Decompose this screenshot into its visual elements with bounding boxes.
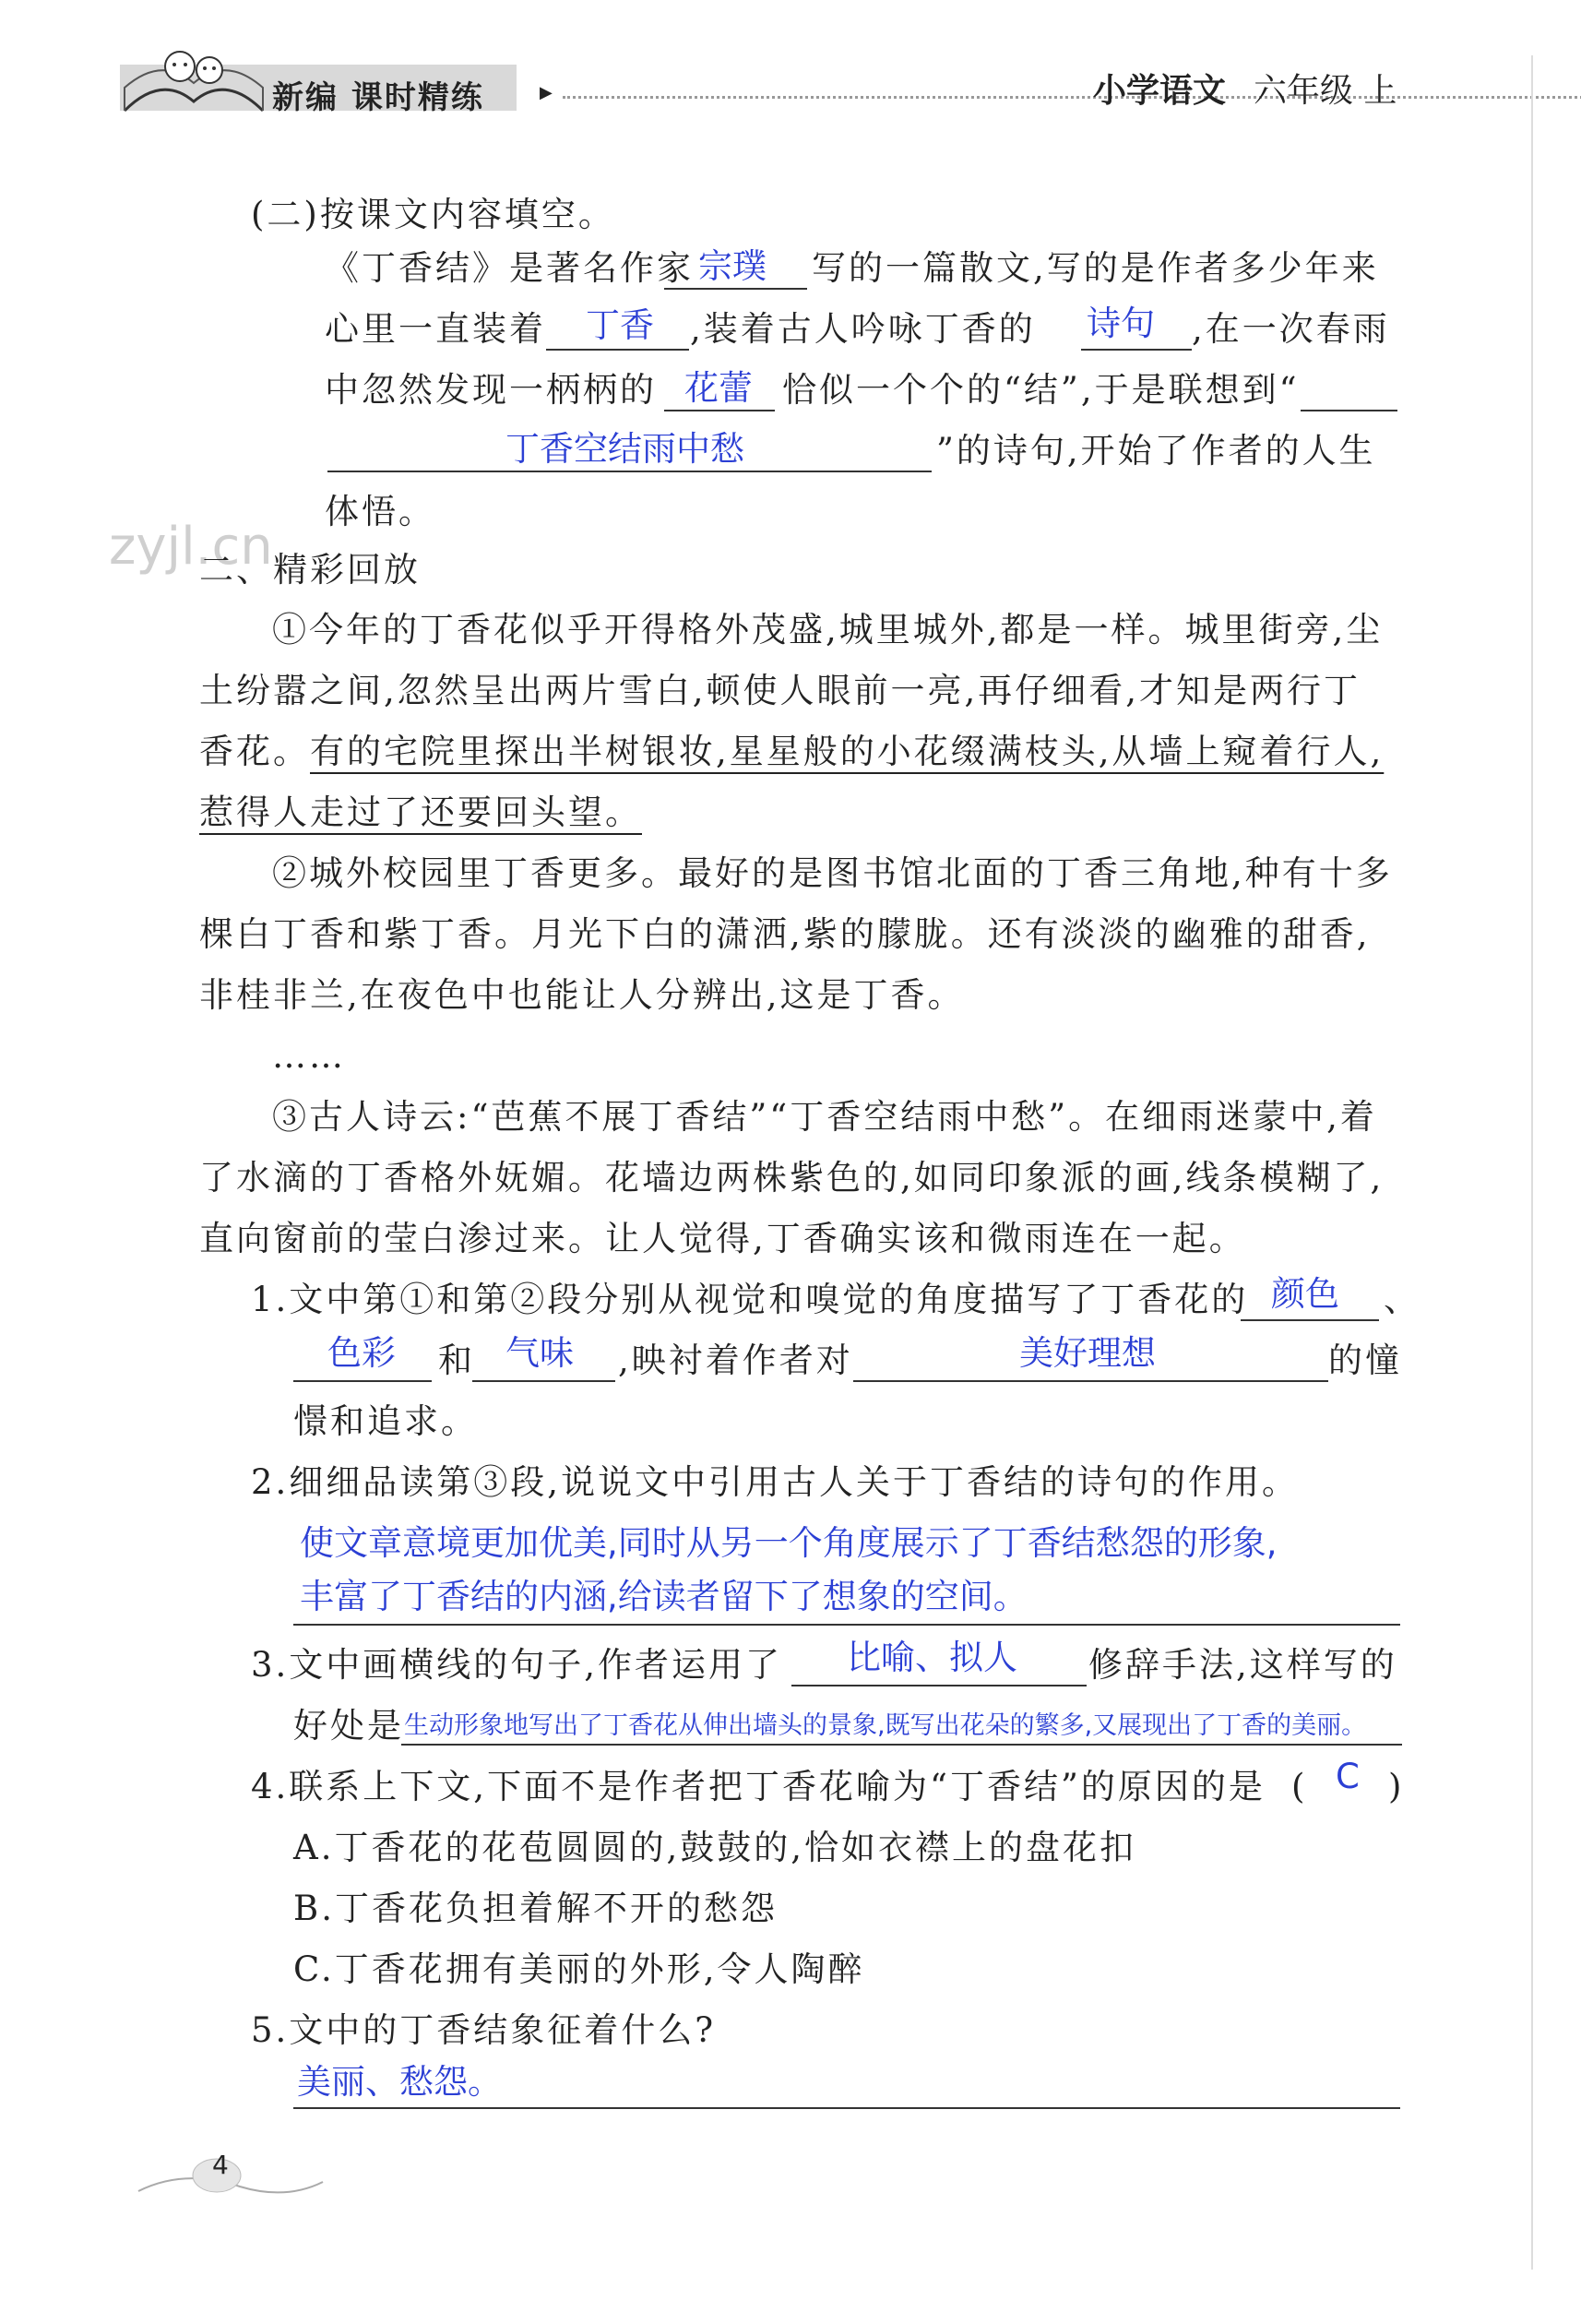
fill-line-3-pre: 中忽然发现一柄柄的 (325, 370, 657, 410)
fill-line-2-pre: 心里一直装着 (325, 309, 546, 349)
blank-q3-a1 (791, 1685, 1087, 1686)
fill-line-1-pre: 《丁香结》是著名作家 (325, 248, 694, 288)
blank-q1-a4 (853, 1380, 1328, 1382)
q4-paren-close: ) (1388, 1767, 1405, 1806)
answer-buds: 花蕾 (684, 368, 753, 408)
q2-answer-line (293, 1624, 1400, 1626)
fill-line-2-post: ,在一次春雨 (1192, 309, 1390, 349)
fill-line-2-mid: ,装着古人吟咏丁香的 (690, 309, 1036, 349)
blank-author (664, 288, 807, 290)
answer-q1-a2: 色彩 (327, 1333, 396, 1373)
question-1-line-1: 1.文中第①和第②段分别从视觉和嗅觉的角度描写了丁香花的 (251, 1280, 1249, 1319)
question-3-post: 修辞手法,这样写的 (1088, 1645, 1397, 1685)
fill-heading: (二)按课文内容填空。 (251, 195, 615, 234)
question-3-pre: 3.文中画横线的句子,作者运用了 (251, 1645, 783, 1685)
question-1-line-3: 憬和追求。 (293, 1401, 478, 1441)
page-edge (1531, 55, 1533, 2270)
answer-author: 宗璞 (698, 246, 767, 286)
question-1-and: 和 (438, 1341, 475, 1380)
blank-q3-a2 (401, 1744, 1402, 1746)
question-5: 5.文中的丁香结象征着什么? (251, 2010, 717, 2050)
blank-poems (1081, 349, 1192, 351)
question-3-line-2: 好处是 (293, 1706, 404, 1746)
book-logo-icon (115, 37, 272, 120)
answer-q3-a1: 比喻、拟人 (847, 1638, 1017, 1677)
watermark: zyjl.cn (109, 517, 273, 577)
question-1-end: 的憧 (1328, 1341, 1402, 1380)
passage-p2-line-2: 棵白丁香和紫丁香。月光下白的潇洒,紫的朦胧。还有淡淡的幽雅的甜香, (199, 914, 1371, 954)
passage-p2-line-3: 非桂非兰,在夜色中也能让人分辨出,这是丁香。 (199, 975, 965, 1015)
underlined-sentence-1: 有的宅院里探出半树银妆,星星般的小花缀满枝头,从墙上窥着行人, (310, 732, 1385, 771)
fill-line-5: 体悟。 (325, 492, 435, 531)
blank-q1-a2 (293, 1380, 432, 1382)
q4-option-c: C.丁香花拥有美丽的外形,令人陶醉 (293, 1949, 865, 1989)
answer-q1-a1: 颜色 (1271, 1274, 1339, 1314)
passage-p1-line-3 (199, 721, 1384, 782)
answer-q5: 美丽、愁怨。 (297, 2062, 502, 2102)
passage-p1-line-2: 土纷嚣之间,忽然呈出两片雪白,顿使人眼前一亮,再仔细看,才知是两行丁 (199, 671, 1361, 710)
fill-line-1-post: 写的一篇散文,写的是作者多少年来 (812, 248, 1379, 288)
question-1-mid: ,映衬着作者对 (618, 1341, 853, 1380)
header-arrow-icon: ▶ (540, 83, 553, 102)
page-number: 4 (212, 2150, 229, 2180)
q4-option-b: B.丁香花负担着解不开的愁怨 (293, 1889, 778, 1928)
blank-q1-a3 (472, 1380, 615, 1382)
header-divider (563, 96, 1581, 99)
blank-poem-line (327, 471, 932, 472)
q5-answer-line (293, 2107, 1400, 2109)
grade-label: 六年级 上 (1254, 72, 1397, 110)
fill-line-4-post: ”的诗句,开始了作者的人生 (936, 431, 1376, 471)
blank-q1-a1 (1241, 1319, 1379, 1321)
series-title: 新编 课时精练 (272, 79, 484, 116)
subject-grade (1093, 65, 1397, 112)
underlined-sentence-2: 惹得人走过了还要回头望。 (199, 793, 642, 832)
q4-paren-open: ( (1291, 1767, 1308, 1806)
answer-q1-a4: 美好理想 (1019, 1333, 1156, 1373)
passage-p3-line-3: 直向窗前的莹白渗过来。让人觉得,丁香确实该和微雨连在一起。 (199, 1219, 1246, 1258)
answer-poem-line: 丁香空结雨中愁 (505, 429, 744, 469)
passage-ellipsis: …… (272, 1036, 346, 1076)
passage-p2-line-1: ②城外校园里丁香更多。最好的是图书馆北面的丁香三角地,种有十多 (272, 853, 1393, 893)
answer-q1-a3: 气味 (505, 1333, 574, 1373)
passage-p3-line-2: 了水滴的丁香格外妩媚。花墙边两株紫色的,如同印象派的画,线条模糊了, (199, 1158, 1385, 1198)
footer-flower-icon (129, 2140, 332, 2205)
passage-p1-line-4 (199, 782, 642, 843)
passage-p1-line-3-pre: 香花。 (199, 732, 310, 771)
answer-carried: 丁香 (586, 305, 654, 345)
q4-option-a: A.丁香花的花苞圆圆的,鼓鼓的,恰如衣襟上的盘花扣 (293, 1828, 1137, 1867)
passage-p3-line-1: ③古人诗云:“芭蕉不展丁香结”“丁香空结雨中愁”。在细雨迷蒙中,着 (272, 1097, 1377, 1137)
question-2: 2.细细品读第③段,说说文中引用古人关于丁香结的诗句的作用。 (251, 1462, 1300, 1502)
blank-carried (546, 349, 689, 351)
answer-q4: C (1336, 1757, 1360, 1796)
blank-poem-line-start (1301, 410, 1397, 411)
question-1-comma: 、 (1384, 1280, 1421, 1319)
answer-q2-line-1: 使文章意境更加优美,同时从另一个角度展示了丁香结愁怨的形象, (300, 1523, 1278, 1563)
passage-p1-line-1: ①今年的丁香花似乎开得格外茂盛,城里城外,都是一样。城里街旁,尘 (272, 610, 1384, 650)
answer-q3-a2: 生动形象地写出了丁香花从伸出墙头的景象,既写出花朵的繁多,又展现出了丁香的美丽。 (404, 1711, 1367, 1740)
fill-line-3-post: 恰似一个个的“结”,于是联想到“ (782, 370, 1300, 410)
section-two-heading: 二、精彩回放 (199, 550, 421, 590)
subject-label: 小学语文 (1093, 71, 1227, 110)
question-4: 4.联系上下文,下面不是作者把丁香花喻为“丁香结”的原因的是 (251, 1767, 1266, 1806)
answer-q2-line-2: 丰富了丁香结的内涵,给读者留下了想象的空间。 (300, 1577, 1028, 1616)
answer-poems: 诗句 (1087, 304, 1155, 343)
blank-buds (664, 410, 775, 411)
